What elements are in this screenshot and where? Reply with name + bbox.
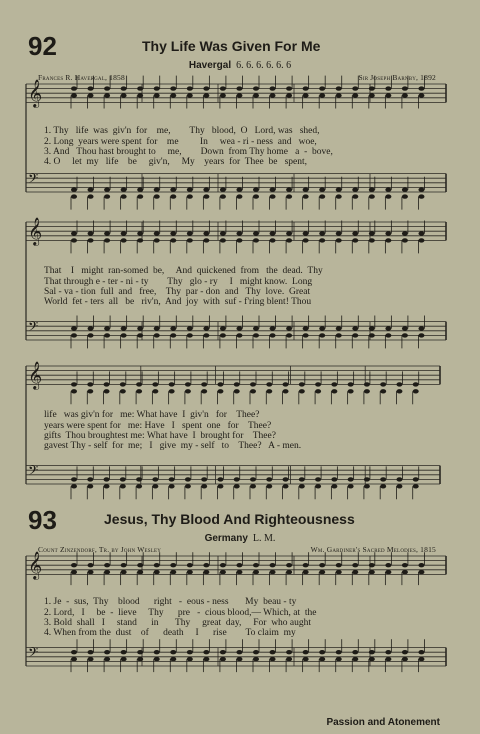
note-head: [104, 650, 110, 654]
bass-clef-icon: 𝄢: [28, 170, 39, 190]
note-head: [336, 570, 342, 574]
note-head: [203, 563, 209, 567]
note-head: [104, 570, 110, 574]
note-head: [187, 570, 193, 574]
note-head: [336, 563, 342, 567]
note-head: [137, 570, 143, 574]
note-head: [187, 650, 193, 654]
music-credit: Wm. Gardiner's Sacred Melodies, 1815: [310, 545, 436, 554]
note-head: [71, 657, 77, 661]
note-head: [418, 570, 424, 574]
note-head: [253, 650, 259, 654]
note-head: [137, 563, 143, 567]
lyric-line: 2. Long years were spent for me In wea - ri - ness and woe,: [44, 137, 317, 147]
note-head: [88, 657, 94, 661]
lyric-line: gavest Thy - self for me; I give my - self to Thee? A - men.: [44, 441, 302, 451]
note-head: [369, 650, 375, 654]
note-head: [121, 563, 127, 567]
note-head: [418, 563, 424, 567]
note-head: [319, 650, 325, 654]
note-head: [352, 657, 358, 661]
note-head: [170, 650, 176, 654]
section-footer: Passion and Atonement: [326, 717, 440, 728]
tune-name: Germany: [204, 533, 248, 544]
note-head: [104, 657, 110, 661]
note-head: [286, 650, 292, 654]
meter: 6. 6. 6. 6. 6. 6: [236, 60, 292, 71]
note-head: [104, 563, 110, 567]
treble-clef-icon: 𝄞: [28, 361, 43, 389]
note-head: [352, 570, 358, 574]
note-head: [187, 563, 193, 567]
lyric-line: That I might ran-somed be, And quickened from the dead. Thy: [44, 266, 323, 276]
note-head: [270, 650, 276, 654]
note-head: [303, 650, 309, 654]
note-head: [220, 657, 226, 661]
note-head: [303, 657, 309, 661]
note-head: [369, 570, 375, 574]
note-head: [88, 563, 94, 567]
note-head: [137, 650, 143, 654]
note-head: [270, 570, 276, 574]
note-head: [418, 657, 424, 661]
note-head: [121, 657, 127, 661]
note-head: [402, 570, 408, 574]
bass-clef-icon: 𝄢: [28, 644, 39, 664]
note-head: [220, 650, 226, 654]
note-head: [336, 650, 342, 654]
note-head: [236, 563, 242, 567]
note-head: [303, 570, 309, 574]
note-head: [385, 657, 391, 661]
meter: L. M.: [252, 533, 276, 544]
note-head: [203, 657, 209, 661]
note-head: [369, 657, 375, 661]
words-credit: Frances R. Havergal, 1858: [38, 73, 125, 82]
note-head: [402, 657, 408, 661]
hymn-number: 92: [28, 31, 57, 61]
lyric-line: years were spent for me: Have I spent one for Thee?: [44, 421, 272, 431]
lyric-line: 1. Thy life was giv'n for me, Thy blood, O Lord, was shed,: [44, 126, 320, 136]
note-head: [319, 657, 325, 661]
note-head: [236, 657, 242, 661]
note-head: [369, 563, 375, 567]
words-credit: Count Zinzendorf, Tr. by John Wesley: [38, 545, 162, 554]
lyric-line: 3. And Thou hast brought to me, Down from Thy home a - bove,: [44, 147, 333, 157]
lyric-line: 3. Bold shall I stand in Thy great day, For who aught: [44, 618, 312, 628]
hymn-title: Thy Life Was Given For Me: [142, 38, 321, 54]
note-head: [352, 650, 358, 654]
note-head: [352, 563, 358, 567]
note-head: [154, 570, 160, 574]
note-head: [319, 570, 325, 574]
note-head: [203, 570, 209, 574]
note-head: [121, 570, 127, 574]
treble-clef-icon: 𝄞: [28, 79, 43, 107]
lyric-line: Sal - va - tion full and free, Thy par - don and Thy love. Great: [44, 287, 311, 297]
note-head: [71, 570, 77, 574]
note-head: [253, 657, 259, 661]
note-head: [137, 657, 143, 661]
note-head: [236, 570, 242, 574]
note-head: [303, 563, 309, 567]
note-head: [385, 570, 391, 574]
tune-name: Havergal: [188, 60, 232, 71]
note-head: [286, 657, 292, 661]
lyric-line: That through e - ter - ni - ty Thy glo - ry I might know. Long: [44, 277, 313, 287]
lyric-line: 4. O let my life be giv'n, My years for Thee be spent,: [44, 157, 307, 167]
note-head: [402, 563, 408, 567]
note-head: [121, 650, 127, 654]
note-head: [270, 657, 276, 661]
note-head: [418, 650, 424, 654]
note-head: [71, 563, 77, 567]
note-head: [220, 570, 226, 574]
note-head: [402, 650, 408, 654]
note-head: [319, 563, 325, 567]
note-head: [203, 650, 209, 654]
note-head: [270, 563, 276, 567]
note-head: [286, 563, 292, 567]
note-head: [154, 650, 160, 654]
note-head: [220, 563, 226, 567]
note-head: [385, 650, 391, 654]
note-head: [170, 657, 176, 661]
note-head: [236, 650, 242, 654]
note-head: [170, 563, 176, 567]
note-head: [88, 570, 94, 574]
lyric-line: gifts Thou broughtest me: What have I brought for Thee?: [44, 431, 276, 441]
note-head: [170, 570, 176, 574]
note-head: [253, 563, 259, 567]
note-head: [187, 657, 193, 661]
lyric-line: 4. When from the dust of death I rise To claim my: [44, 628, 296, 638]
bass-clef-icon: 𝄢: [28, 462, 39, 482]
lyric-line: life was giv'n for me: What have I giv'n for Thee?: [44, 410, 260, 420]
note-head: [336, 657, 342, 661]
hymn-number: 93: [28, 505, 57, 535]
note-head: [286, 570, 292, 574]
music-credit: Sir Joseph Barnby, 1892: [358, 73, 436, 82]
treble-clef-icon: 𝄞: [28, 217, 43, 245]
hymn-title: Jesus, Thy Blood And Righteousness: [104, 511, 355, 527]
note-head: [154, 657, 160, 661]
note-head: [385, 563, 391, 567]
note-head: [88, 650, 94, 654]
bass-clef-icon: 𝄢: [28, 318, 39, 338]
lyric-line: 2. Lord, I be - lieve Thy pre - cious blood,— Which, at the: [44, 608, 317, 618]
lyric-line: World fet - ters all be riv'n, And joy with suf - f'ring blent! Thou: [44, 297, 312, 307]
note-head: [253, 570, 259, 574]
treble-clef-icon: 𝄞: [28, 551, 43, 579]
note-head: [71, 650, 77, 654]
lyric-line: 1. Je - sus, Thy blood right - eous - ness My beau - ty: [44, 597, 297, 607]
note-head: [154, 563, 160, 567]
